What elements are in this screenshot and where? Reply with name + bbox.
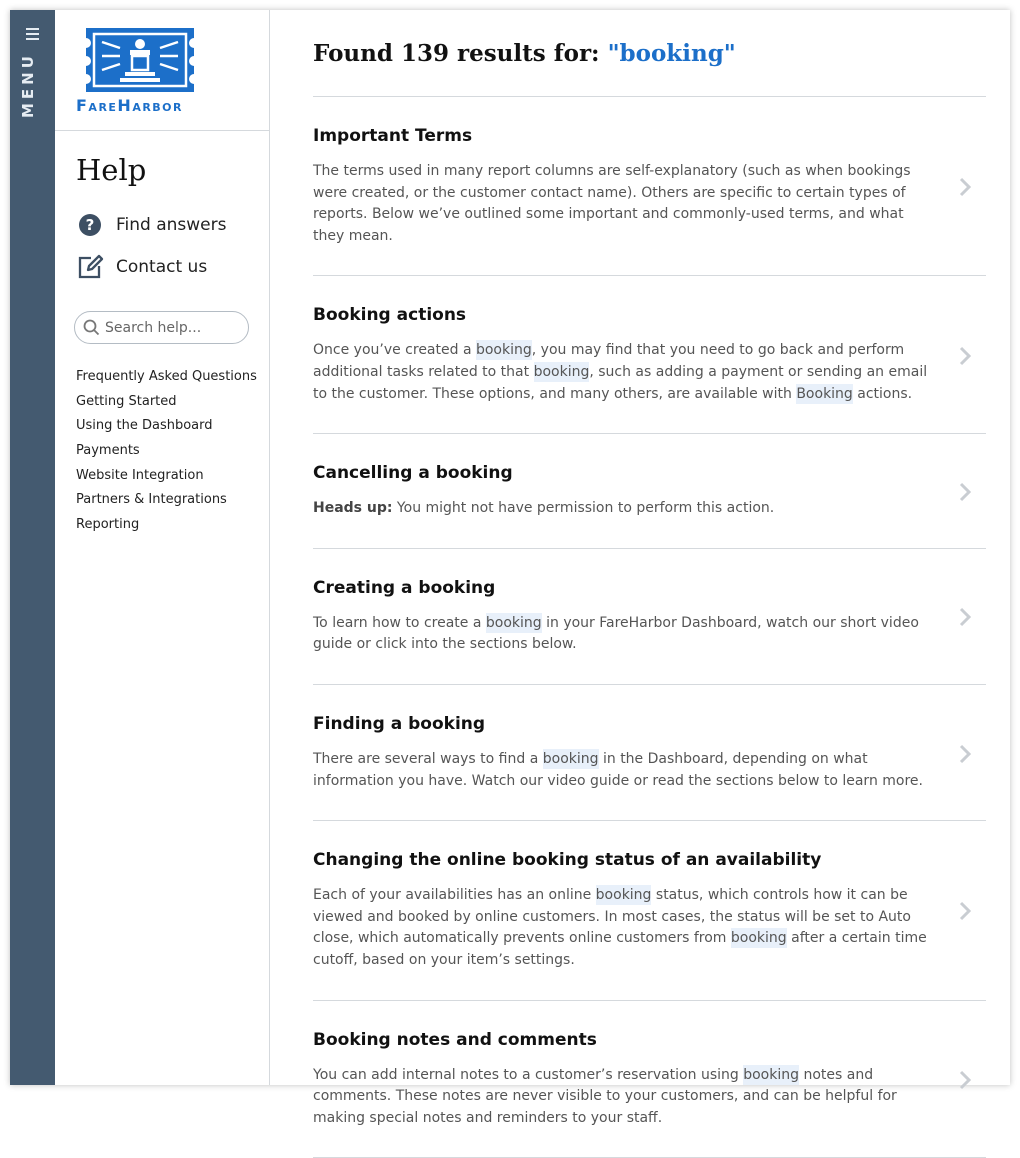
contact-us-label: Contact us (116, 257, 207, 277)
result-title: Cancelling a booking (313, 463, 936, 483)
result-snippet (313, 340, 936, 405)
result-item[interactable] (313, 1001, 986, 1158)
nav-item-website-integration[interactable]: Website Integration (76, 464, 257, 489)
nav-item-reporting[interactable]: Reporting (76, 513, 257, 538)
hamburger-icon (26, 28, 39, 42)
result-item[interactable] (313, 821, 986, 1000)
chevron-right-icon (958, 345, 972, 367)
highlight-match: booking (534, 362, 590, 382)
snippet-text: There are several ways to find a (313, 751, 543, 767)
highlight-match: booking (543, 749, 599, 769)
search-query: "booking" (608, 40, 736, 67)
result-title: Booking notes and comments (313, 1030, 936, 1050)
logo-area[interactable] (55, 10, 269, 131)
result-snippet (313, 613, 936, 656)
results-heading (313, 40, 736, 67)
search-box (74, 311, 249, 344)
nav-item-payments[interactable]: Payments (76, 439, 257, 464)
help-page (10, 10, 1010, 1085)
chevron-right-icon (958, 606, 972, 628)
nav-item-partners-integrations[interactable]: Partners & Integrations (76, 488, 257, 513)
results-count-text: Found 139 results for: (313, 40, 608, 67)
result-title: Changing the online booking status of an availability (313, 850, 936, 870)
question-circle-icon (76, 211, 104, 239)
highlight-match: Booking (796, 384, 853, 404)
snippet-text: The terms used in many report columns are self-explanatory (such as when bookings were created, or the customer contact name). Others are specific to certain types of reports. Below we’ve outlined some important and commonly-used terms, and what they mean. (313, 163, 911, 244)
help-title: Help (76, 153, 146, 187)
result-snippet (313, 161, 936, 247)
svg-text:?: ? (86, 216, 95, 234)
help-nav (76, 365, 257, 538)
snippet-text: To learn how to create a (313, 615, 486, 631)
menu-toggle[interactable] (10, 10, 55, 1085)
chevron-right-icon (958, 743, 972, 765)
nav-item-getting-started[interactable]: Getting Started (76, 390, 257, 415)
result-item[interactable] (313, 97, 986, 276)
result-snippet (313, 1065, 936, 1130)
snippet-text: You can add internal notes to a customer’s reservation using (313, 1067, 743, 1083)
result-title: Creating a booking (313, 578, 936, 598)
snippet-text: You might not have permission to perform this action. (392, 500, 774, 516)
search-icon (83, 319, 100, 336)
snippet-text: Each of your availabilities has an online (313, 887, 596, 903)
snippet-text: , such as adding a payment or sending an email to the customer. These options, and many others, are available with (313, 364, 927, 402)
find-answers-link[interactable] (76, 210, 227, 240)
nav-item-faq[interactable]: Frequently Asked Questions (76, 365, 257, 390)
highlight-match: booking (731, 928, 787, 948)
highlight-match: booking (486, 613, 542, 633)
snippet-text: actions. (853, 386, 912, 402)
result-snippet (313, 885, 936, 971)
contact-us-link[interactable] (76, 252, 207, 282)
snippet-text: in your FareHarbor Dashboard, watch our short video guide or click into the sections below. (313, 615, 919, 653)
find-answers-label: Find answers (116, 215, 227, 235)
result-item[interactable] (313, 276, 986, 434)
sidebar (55, 10, 270, 1085)
result-item[interactable] (313, 549, 986, 685)
highlight-match: booking (596, 885, 652, 905)
snippet-text: notes and comments. These notes are never visible to your customers, and can be helpful for making special notes and reminders to your staff. (313, 1067, 897, 1126)
result-title: Important Terms (313, 126, 936, 146)
fareharbor-logo-icon (80, 26, 200, 94)
chevron-right-icon (958, 176, 972, 198)
edit-square-icon (76, 253, 104, 281)
main-content (271, 10, 1010, 1085)
result-title: Booking actions (313, 305, 936, 325)
chevron-right-icon (958, 900, 972, 922)
nav-item-using-dashboard[interactable]: Using the Dashboard (76, 414, 257, 439)
search-input[interactable] (105, 320, 245, 336)
logo-wordmark: FareHarbor (76, 96, 183, 115)
results-list (313, 96, 986, 1158)
snippet-text: Once you’ve created a (313, 342, 476, 358)
result-item[interactable] (313, 685, 986, 821)
result-snippet (313, 498, 936, 520)
snippet-text: status, which controls how it can be viewed and booked by online customers. In most cases, the status will be set to Auto close, which automatically prevents online customers from (313, 887, 911, 946)
chevron-right-icon (958, 1069, 972, 1091)
snippet-text: in the Dashboard, depending on what information you have. Watch our video guide or read the sections below to learn more. (313, 751, 923, 789)
snippet-text: , you may find that you need to go back and perform additional tasks related to that (313, 342, 904, 380)
result-snippet (313, 749, 936, 792)
snippet-emphasis: Heads up: (313, 500, 392, 516)
menu-label: MENU (19, 52, 37, 118)
highlight-match: booking (476, 340, 532, 360)
chevron-right-icon (958, 481, 972, 503)
snippet-text: after a certain time cutoff, based on your item’s settings. (313, 930, 927, 968)
highlight-match: booking (743, 1065, 799, 1085)
result-item[interactable] (313, 434, 986, 549)
result-title: Finding a booking (313, 714, 936, 734)
